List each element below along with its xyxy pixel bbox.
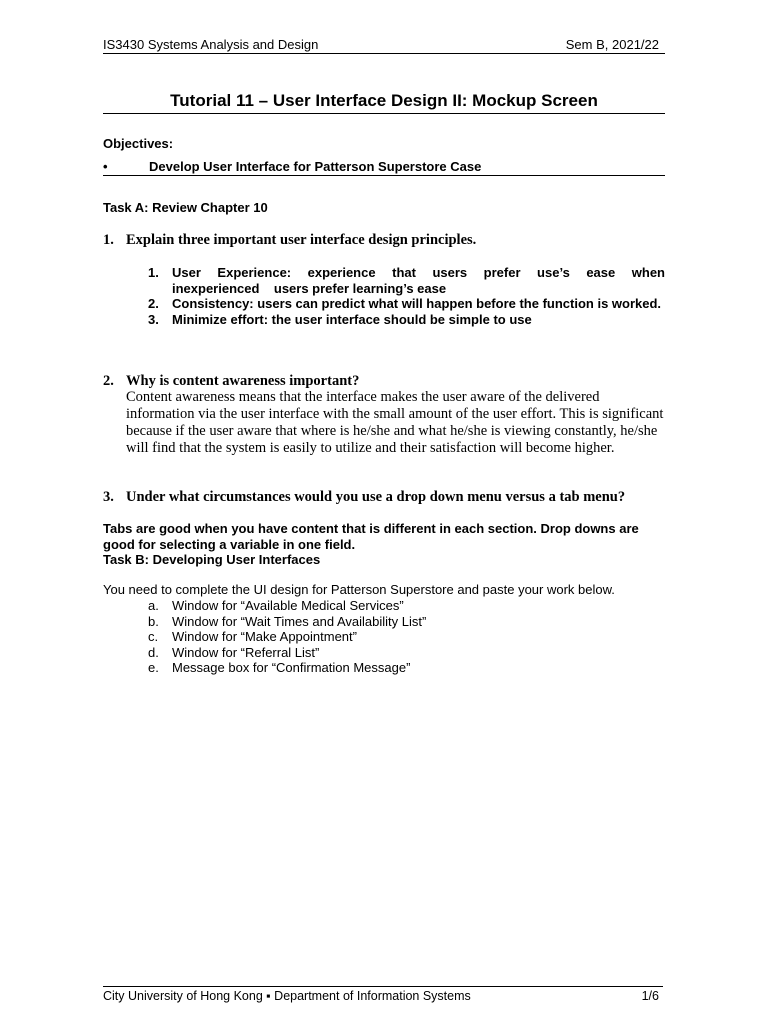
list-text: Window for “Make Appointment” bbox=[172, 629, 357, 644]
objectives-label: Objectives: bbox=[103, 136, 174, 151]
header-course: IS3430 Systems Analysis and Design bbox=[103, 37, 319, 52]
principles-list bbox=[148, 265, 665, 327]
principle-text: Consistency: users can predict what will happen before the function is worked. bbox=[172, 296, 662, 311]
page-header bbox=[103, 37, 665, 54]
answer-3-text: Tabs are good when you have content that is different in each section. Drop downs are good for selecting a variable in one field. bbox=[103, 521, 639, 552]
principle-text: Minimize effort: the user interface should be simple to use bbox=[172, 311, 532, 327]
page-title: Tutorial 11 – User Interface Design II: Mockup Screen bbox=[103, 90, 665, 114]
question-number: 2. bbox=[103, 373, 114, 389]
header-semester: Sem B, 2021/22 bbox=[565, 37, 659, 52]
page-footer bbox=[103, 986, 663, 1004]
objective-item bbox=[103, 159, 665, 176]
page-number: 1/6 bbox=[641, 989, 659, 1003]
list-item bbox=[148, 614, 426, 630]
footer-institution: City University of Hong Kong ▪ Department of Information Systems bbox=[103, 989, 471, 1003]
principle-number: 2. bbox=[148, 296, 159, 311]
list-letter: a. bbox=[148, 598, 159, 613]
task-a-heading: Task A: Review Chapter 10 bbox=[103, 200, 268, 215]
principle-text-line-1: User Experience: experience that users prefer use’s ease when bbox=[172, 265, 665, 280]
list-item bbox=[148, 629, 426, 645]
question-text: Why is content awareness important? bbox=[126, 373, 360, 389]
question-text: Under what circumstances would you use a drop down menu versus a tab menu? bbox=[126, 489, 626, 505]
principle-text-line-2: inexperienced users prefer learning’s ease bbox=[172, 280, 447, 296]
list-item bbox=[148, 598, 426, 614]
task-b-intro: You need to complete the UI design for Patterson Superstore and paste your work below. bbox=[103, 582, 615, 597]
list-letter: e. bbox=[148, 660, 159, 675]
question-text: Explain three important user interface design principles. bbox=[126, 232, 477, 248]
task-b-heading: Task B: Developing User Interfaces bbox=[103, 552, 321, 567]
principle-item bbox=[148, 312, 665, 328]
list-item bbox=[148, 645, 426, 661]
list-letter: d. bbox=[148, 644, 159, 660]
principle-item bbox=[148, 296, 665, 312]
list-text: Window for “Available Medical Services” bbox=[172, 598, 404, 613]
list-letter: c. bbox=[148, 629, 159, 644]
question-number: 1. bbox=[103, 232, 114, 248]
list-text: Message box for “Confirmation Message” bbox=[172, 660, 411, 675]
question-number: 3. bbox=[103, 489, 114, 505]
bullet-icon: • bbox=[103, 159, 108, 174]
objective-text: Develop User Interface for Patterson Superstore Case bbox=[149, 159, 482, 174]
answer-2-text: Content awareness means that the interface makes the user aware of the delivered information via the user interface with the small amount of the user effort. This is significant because if the user aware that where is he/she and what he/she is viewing constantly, he/she will find that the system is easily to utilize and their satisfaction will become higher. bbox=[126, 389, 664, 456]
principle-number: 3. bbox=[148, 311, 159, 327]
principle-item bbox=[148, 265, 665, 296]
principle-number: 1. bbox=[148, 265, 159, 280]
list-item bbox=[148, 660, 426, 676]
list-letter: b. bbox=[148, 613, 159, 629]
window-list bbox=[148, 598, 426, 676]
list-text: Window for “Referral List” bbox=[172, 644, 320, 660]
list-text: Window for “Wait Times and Availability List” bbox=[172, 613, 427, 629]
